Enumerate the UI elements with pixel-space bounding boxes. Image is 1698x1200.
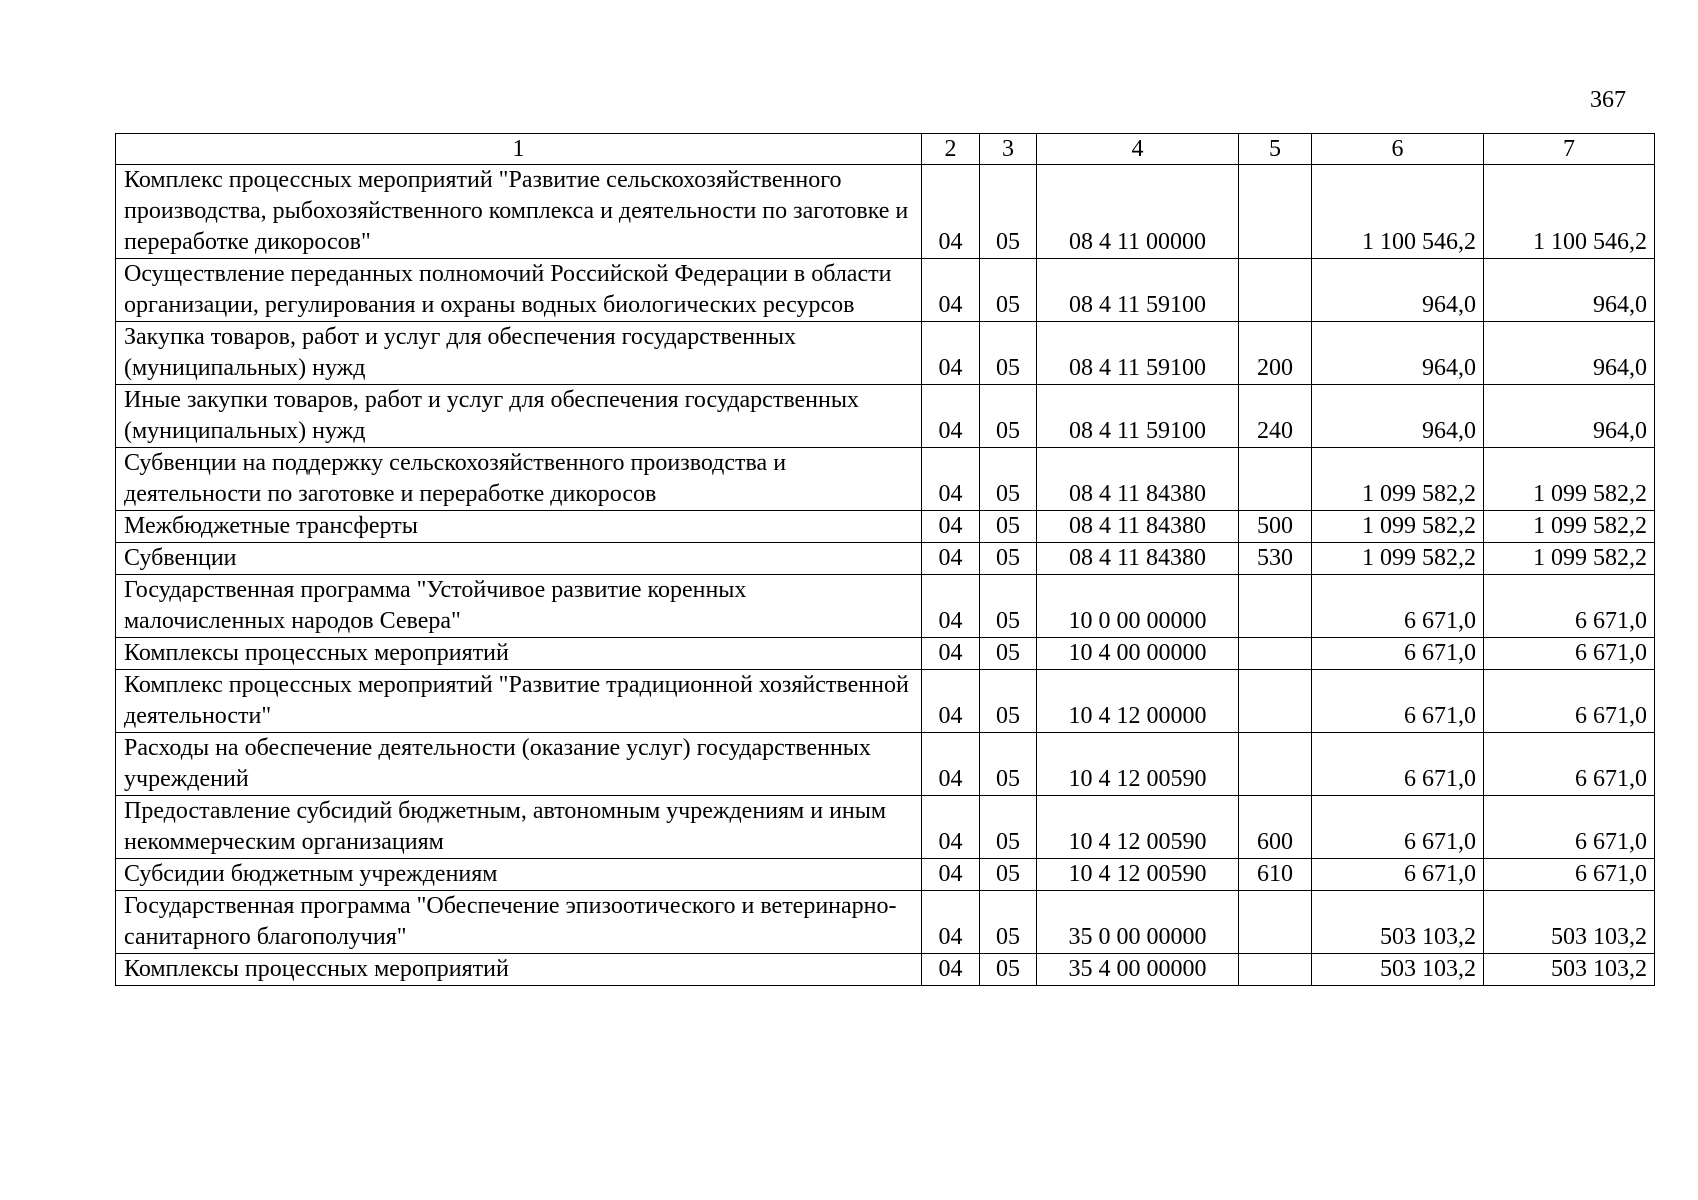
- amount-col-7: 6 671,0: [1484, 670, 1655, 733]
- section-code: 04: [922, 259, 980, 322]
- subsection-code: 05: [980, 796, 1037, 859]
- target-article-code: 10 4 12 00590: [1037, 796, 1239, 859]
- item-name: Государственная программа "Обеспечение эпизоотического и ветеринарно-санитарного благополучия": [116, 891, 922, 954]
- subsection-code: 05: [980, 511, 1037, 543]
- table-row: [116, 954, 1655, 986]
- amount-col-6: 1 099 582,2: [1312, 448, 1484, 511]
- target-article-code: 10 4 00 00000: [1037, 638, 1239, 670]
- header-cell-4: 4: [1037, 134, 1239, 165]
- expense-type-code: 530: [1239, 543, 1312, 575]
- amount-col-7: 1 099 582,2: [1484, 543, 1655, 575]
- table-row: [116, 385, 1655, 448]
- table-row: [116, 859, 1655, 891]
- section-code: 04: [922, 859, 980, 891]
- expense-type-code: [1239, 259, 1312, 322]
- item-name: Предоставление субсидий бюджетным, автономным учреждениям и иным некоммерческим организациям: [116, 796, 922, 859]
- header-cell-1: 1: [116, 134, 922, 165]
- table-row: [116, 796, 1655, 859]
- section-code: 04: [922, 891, 980, 954]
- amount-col-6: 1 100 546,2: [1312, 165, 1484, 259]
- amount-col-6: 6 671,0: [1312, 638, 1484, 670]
- item-name: Государственная программа "Устойчивое развитие коренных малочисленных народов Севера": [116, 575, 922, 638]
- amount-col-7: 1 099 582,2: [1484, 448, 1655, 511]
- subsection-code: 05: [980, 954, 1037, 986]
- item-name: Субвенции: [116, 543, 922, 575]
- target-article-code: 10 4 12 00000: [1037, 670, 1239, 733]
- subsection-code: 05: [980, 575, 1037, 638]
- subsection-code: 05: [980, 385, 1037, 448]
- target-article-code: 08 4 11 59100: [1037, 385, 1239, 448]
- expense-type-code: [1239, 638, 1312, 670]
- subsection-code: 05: [980, 322, 1037, 385]
- item-name: Осуществление переданных полномочий Российской Федерации в области организации, регулирования и охраны водных биологических ресурсов: [116, 259, 922, 322]
- expense-type-code: 240: [1239, 385, 1312, 448]
- subsection-code: 05: [980, 733, 1037, 796]
- table-row: [116, 575, 1655, 638]
- item-name: Субсидии бюджетным учреждениям: [116, 859, 922, 891]
- target-article-code: 08 4 11 59100: [1037, 259, 1239, 322]
- amount-col-6: 503 103,2: [1312, 891, 1484, 954]
- expense-type-code: [1239, 165, 1312, 259]
- header-cell-3: 3: [980, 134, 1037, 165]
- amount-col-6: 964,0: [1312, 385, 1484, 448]
- header-cell-5: 5: [1239, 134, 1312, 165]
- amount-col-6: 1 099 582,2: [1312, 511, 1484, 543]
- header-cell-6: 6: [1312, 134, 1484, 165]
- target-article-code: 35 4 00 00000: [1037, 954, 1239, 986]
- section-code: 04: [922, 733, 980, 796]
- item-name: Комплекс процессных мероприятий "Развитие традиционной хозяйственной деятельности": [116, 670, 922, 733]
- amount-col-7: 1 100 546,2: [1484, 165, 1655, 259]
- expense-type-code: [1239, 954, 1312, 986]
- subsection-code: 05: [980, 859, 1037, 891]
- amount-col-7: 503 103,2: [1484, 891, 1655, 954]
- item-name: Иные закупки товаров, работ и услуг для обеспечения государственных (муниципальных) нужд: [116, 385, 922, 448]
- amount-col-7: 503 103,2: [1484, 954, 1655, 986]
- expense-type-code: 610: [1239, 859, 1312, 891]
- target-article-code: 08 4 11 00000: [1037, 165, 1239, 259]
- header-cell-2: 2: [922, 134, 980, 165]
- amount-col-7: 964,0: [1484, 322, 1655, 385]
- subsection-code: 05: [980, 891, 1037, 954]
- target-article-code: 08 4 11 84380: [1037, 511, 1239, 543]
- expense-type-code: 600: [1239, 796, 1312, 859]
- expense-type-code: [1239, 891, 1312, 954]
- section-code: 04: [922, 543, 980, 575]
- amount-col-6: 6 671,0: [1312, 575, 1484, 638]
- table-row: [116, 733, 1655, 796]
- amount-col-6: 1 099 582,2: [1312, 543, 1484, 575]
- section-code: 04: [922, 670, 980, 733]
- table-row: [116, 511, 1655, 543]
- target-article-code: 10 0 00 00000: [1037, 575, 1239, 638]
- header-row: [116, 134, 1655, 165]
- budget-table: [115, 133, 1655, 986]
- expense-type-code: [1239, 448, 1312, 511]
- table-body: [116, 165, 1655, 986]
- section-code: 04: [922, 638, 980, 670]
- item-name: Межбюджетные трансферты: [116, 511, 922, 543]
- item-name: Закупка товаров, работ и услуг для обеспечения государственных (муниципальных) нужд: [116, 322, 922, 385]
- expense-type-code: 200: [1239, 322, 1312, 385]
- amount-col-7: 964,0: [1484, 259, 1655, 322]
- expense-type-code: [1239, 733, 1312, 796]
- table-row: [116, 891, 1655, 954]
- amount-col-7: 6 671,0: [1484, 638, 1655, 670]
- target-article-code: 35 0 00 00000: [1037, 891, 1239, 954]
- item-name: Комплексы процессных мероприятий: [116, 638, 922, 670]
- amount-col-6: 6 671,0: [1312, 733, 1484, 796]
- item-name: Расходы на обеспечение деятельности (оказание услуг) государственных учреждений: [116, 733, 922, 796]
- table-row: [116, 165, 1655, 259]
- section-code: 04: [922, 575, 980, 638]
- amount-col-6: 6 671,0: [1312, 796, 1484, 859]
- target-article-code: 10 4 12 00590: [1037, 733, 1239, 796]
- amount-col-7: 1 099 582,2: [1484, 511, 1655, 543]
- section-code: 04: [922, 385, 980, 448]
- amount-col-6: 964,0: [1312, 259, 1484, 322]
- section-code: 04: [922, 448, 980, 511]
- expense-type-code: 500: [1239, 511, 1312, 543]
- subsection-code: 05: [980, 165, 1037, 259]
- item-name: Комплексы процессных мероприятий: [116, 954, 922, 986]
- amount-col-6: 6 671,0: [1312, 859, 1484, 891]
- target-article-code: 08 4 11 59100: [1037, 322, 1239, 385]
- item-name: Комплекс процессных мероприятий "Развитие сельскохозяйственного производства, рыбохозяйственного комплекса и деятельности по заготовке и переработке дикоросов": [116, 165, 922, 259]
- amount-col-7: 6 671,0: [1484, 575, 1655, 638]
- table-row: [116, 259, 1655, 322]
- target-article-code: 10 4 12 00590: [1037, 859, 1239, 891]
- table-row: [116, 670, 1655, 733]
- table-row: [116, 638, 1655, 670]
- section-code: 04: [922, 796, 980, 859]
- subsection-code: 05: [980, 543, 1037, 575]
- target-article-code: 08 4 11 84380: [1037, 543, 1239, 575]
- section-code: 04: [922, 954, 980, 986]
- item-name: Субвенции на поддержку сельскохозяйственного производства и деятельности по заготовке и переработке дикоросов: [116, 448, 922, 511]
- section-code: 04: [922, 165, 980, 259]
- amount-col-7: 964,0: [1484, 385, 1655, 448]
- amount-col-7: 6 671,0: [1484, 733, 1655, 796]
- table-header: [116, 134, 1655, 165]
- table-row: [116, 322, 1655, 385]
- amount-col-6: 503 103,2: [1312, 954, 1484, 986]
- amount-col-6: 6 671,0: [1312, 670, 1484, 733]
- target-article-code: 08 4 11 84380: [1037, 448, 1239, 511]
- header-cell-7: 7: [1484, 134, 1655, 165]
- subsection-code: 05: [980, 670, 1037, 733]
- table-row: [116, 543, 1655, 575]
- expense-type-code: [1239, 670, 1312, 733]
- subsection-code: 05: [980, 259, 1037, 322]
- section-code: 04: [922, 511, 980, 543]
- table-row: [116, 448, 1655, 511]
- subsection-code: 05: [980, 448, 1037, 511]
- expense-type-code: [1239, 575, 1312, 638]
- page-number: 367: [1590, 87, 1626, 113]
- amount-col-6: 964,0: [1312, 322, 1484, 385]
- subsection-code: 05: [980, 638, 1037, 670]
- section-code: 04: [922, 322, 980, 385]
- amount-col-7: 6 671,0: [1484, 796, 1655, 859]
- amount-col-7: 6 671,0: [1484, 859, 1655, 891]
